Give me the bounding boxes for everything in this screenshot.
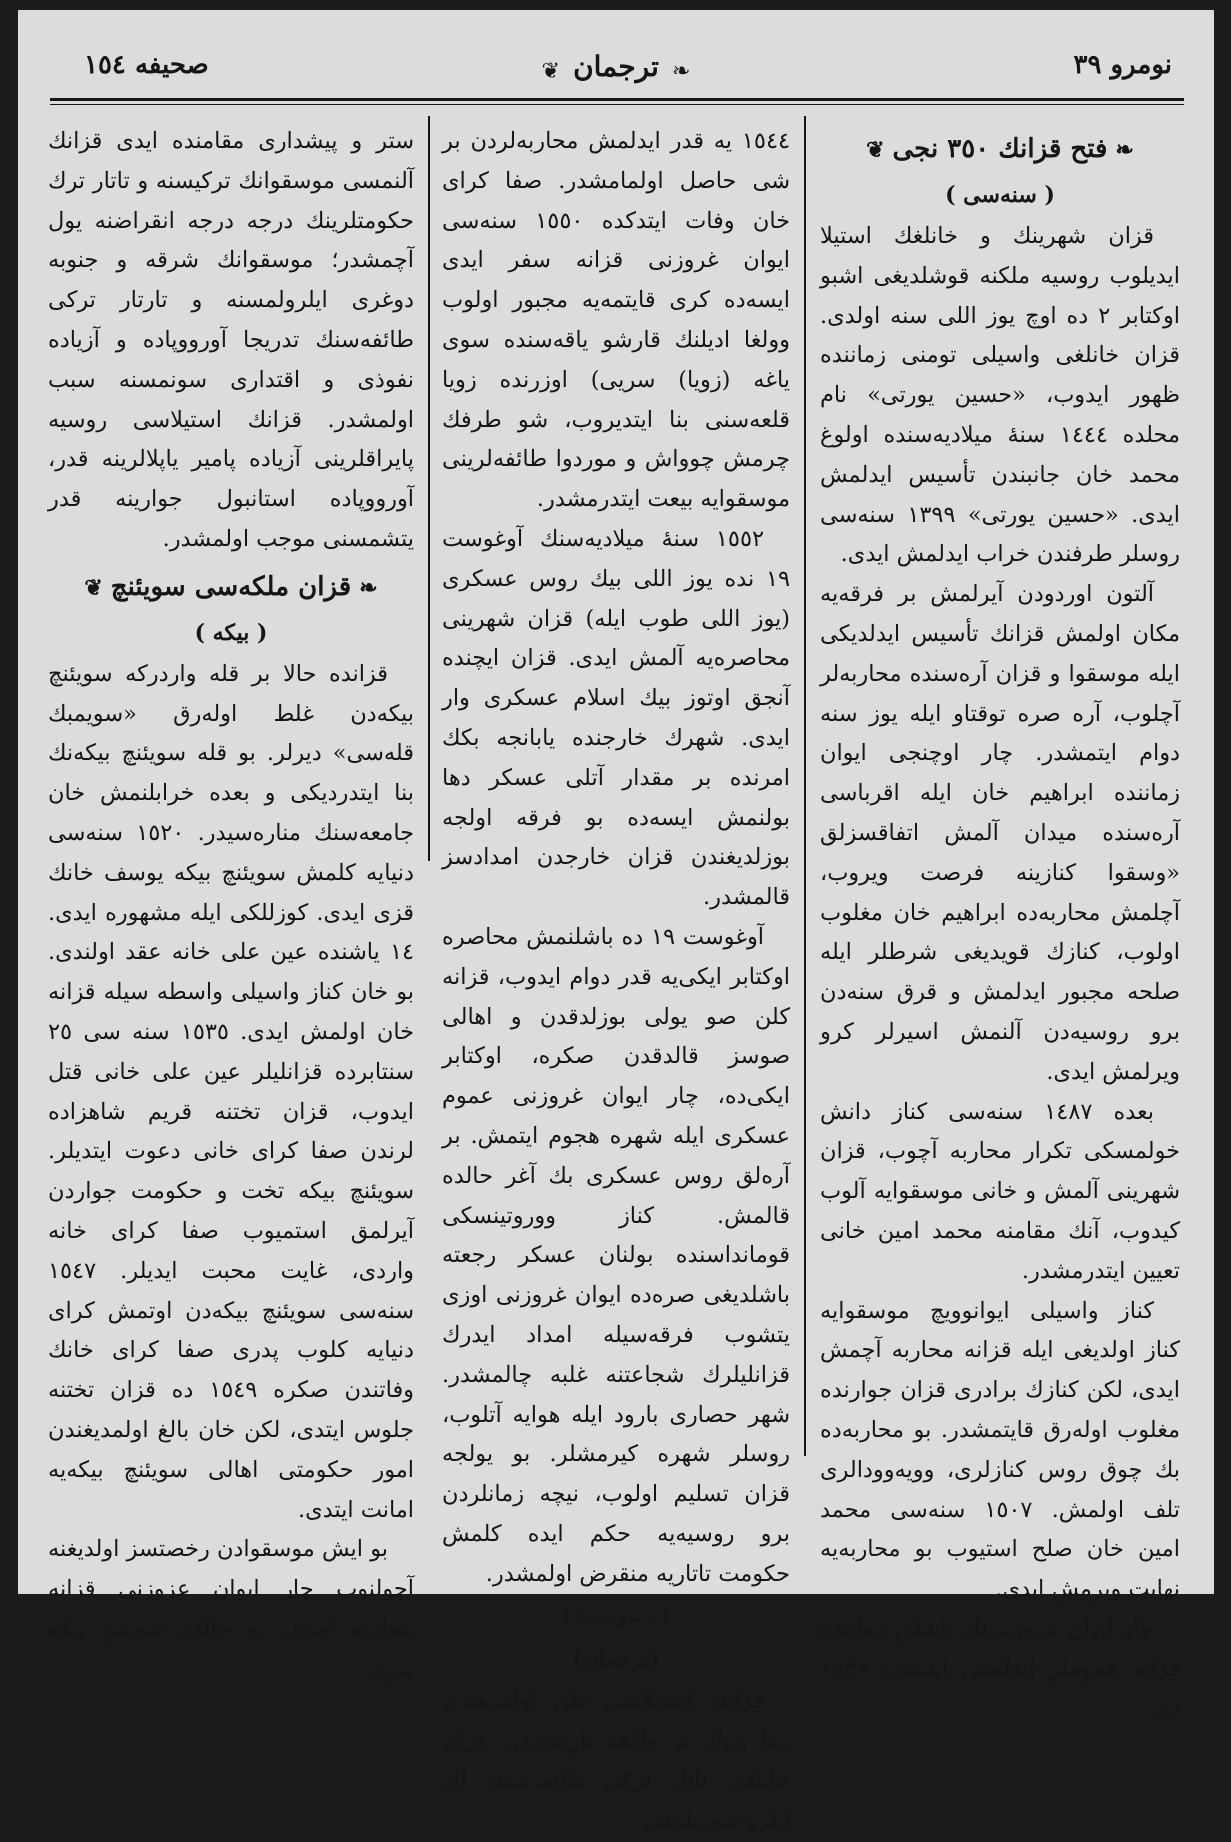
paragraph: آلتون اوردودن آيرلمش بر فرقه‌يه مكان اولمش قزانك تأسيس ايدلديكى ايله موسقوا و قزان آره‌سنده محاربه‌لر آچلوب، آره صره توقتاو ايله يوز سنه دوام ايتمشدر. چار اوچنجى ايوان زماننده ابراهيم خان ايله اقرباسى آره‌سنده ميدان آلمش اتفاقسزلق «وسقوا كنازينه فرصت ويروب، آچلمش محاربه‌ده ابراهيم خان مغلوب اولوب، كنازك قويديغى شرطلر ايله صلحه مجبور ايدلمش و قرق سنه‌دن برو روسيه‌دن آلنمش اسيرلر كرو ويرلمش ايدى.	[820, 581, 1180, 1085]
paragraph: كناز واسيلى ايوانوويچ موسقوايه كناز اولديغى ايله قزانه محاربه آچمش ايدى، لكن كنازك برادرى قزان جوارنده مغلوب اوله‌رق قايتمشدر. بو محاربه‌ده بك چوق روس كنازلرى، وويه‌وودالرى تلف اولمش. ١٥٠٧ سنه‌سى محمد امين خان صلح استيوب بو محاربه‌يه نهايت ويرمش ايدى.	[820, 1297, 1180, 1603]
ornament-icon: ❧	[359, 574, 378, 601]
column-divider	[428, 116, 430, 861]
issue-number: نومرو ٣٩	[1073, 50, 1172, 80]
article-heading: ❧قزان ملكه‌سى سويئنچ❦	[48, 564, 414, 611]
paragraph: آوغوست ١٩ ده باشلنمش محاصره اوكتابر ايكى‌يه قدر دوام ايدوب، قزانه كلن صو يولى بوزلدقدن و اهالى صوسز قالدقدن صكره، اوكتابر ايكى‌ده، چار ايوان غروزنى عموم عسكرى ايله شهره هجوم ايتمش. بر آره‌لق روس عسكرى بك آغر حالده قالمش. كناز ووروتينسكى قوماندا‌سنده بولنان عسكر رجعته باشلديغى صره‌ده ايوان غروزنى اوزى يتشوب فرقه‌سيله امداد ايدرك قزانليلرك شجاعتنه غلبه چالمشدر. شهر حصارى بارود ايله هوايه آتلوب، روسلر شهره كيرمشلر. بو يولجه قزان تسليم اولوب، نيچه زمانلردن برو روسيه‌يه حكم ايده كلمش حكومت تاتاريه منقرض اولمشدر.	[442, 923, 790, 1587]
header-rule	[50, 98, 1184, 101]
ornament-icon: ❦	[84, 574, 103, 601]
ornament-icon: ❦	[541, 59, 560, 84]
article-heading: ❧فتح قزانك ٣٥٠ نجى❦	[820, 126, 1180, 173]
source-credit: («سووت»)	[563, 1603, 669, 1629]
page-header	[18, 10, 1214, 100]
ornament-icon: ❧	[1115, 137, 1134, 163]
newspaper-page	[18, 10, 1214, 1834]
paragraph: قزانك استيلاسى ظن اولنديغندن دها بيوك بر واقعهٔ تاريخيه‌در. قزان خانلغى تاتار تركى طائفه‌سنك اك ايلرو سوريلمش	[442, 1688, 790, 1834]
article-column-left	[48, 122, 414, 1682]
article-subheading: ( بيكه )	[194, 619, 268, 646]
page-number: صحيفه ١٥٤	[84, 50, 209, 80]
paragraph: بو ايش موسقوادن رخصتسز اولديغنه آچولنوب چار ايوان عزوزنى قزانه محاربه آچدى. بو حالده سويئنچ بيكه پدرى	[48, 1536, 414, 1682]
header-rule-thin	[50, 104, 1184, 105]
ornament-icon: ❦	[866, 137, 885, 163]
paragraph: چار ايوان غروزنى‌نك ياشلق زماننده قزانه هجوملر ايدلمش ايسه‌ده ١٥٣٧ دن	[820, 1615, 1180, 1722]
article-subheading: ( سنه‌سى )	[945, 182, 1055, 208]
ornament-icon: ❧	[672, 59, 691, 84]
paragraph: ١٥٤٤ يه قدر ايدلمش محاربه‌لردن بر شى حاصل اولمامشدر. صفا كراى خان وفات ايتدكده ١٥٥٠ سنه‌سى ايوان غروزنى قزانه سفر ايدى ايسه‌ده كرى قايتمه‌يه مجبور اولوب وولغا اديلنك قارشو ياقه‌سنده سوى ياغه (زويا) سريى) اوزرنده زويا قلعه‌سنى بنا ايتديروب، شو طرفك چرمش چوواش و موردوا طائفه‌لرينى موسقوايه بيعت ايتدرمشدر.	[442, 128, 790, 513]
article-column-right	[820, 122, 1180, 1722]
paragraph: قزانده حالا بر قله واردركه سويئنچ بيكه‌دن غلط اوله‌رق «سويمبك قله‌سى» ديرلر. بو قله سويئنچ بيكه‌نك بنا ايتدرديكى و بعده خرابلنمش خان جامعه‌سنك مناره‌سيدر. ١٥٢٠ سنه‌سى دنيايه كلمش سويئنچ بيكه يوسف خانك قزى ايدى. كوزللكى ايله مشهوره ايدى. ١٤ ياشنده عين على خانه عقد اولندى. بو خان كناز واسيلى واسطه سيله قزانه خان اولمش ايدى. ١٥٣٥ سنه سى ٢٥ سنتابرده قزانليلر عين على خانى قتل ايدوب، قزان تختنه قريم شاهزاده لرندن صفا كراى خانى دعوت ايتديلر. سويئنچ بيكه تخت و حكومت جواردن آيرلمق استميوب صفا كراى خانه واردى، غايت محبت ايديلر. ١٥٤٧ سنه‌سى سويئنچ بيكه‌دن اوتمش كراى دنيايه كلوب پدرى صفا كراى خانك وفاتندن صكره ١٥٤٩ ده قزان تختنه جلوس ايتدى، لكن خان بالغ اولمديغندن امور حكومتى اهالى سويئنچ بيكه‌يه امانت ايتدى.	[48, 660, 414, 1523]
paragraph: ستر و پيشدارى مقامنده ايدى قزانك آلنمسى موسقوانك تركيسنه و تاتار ترك حكومتلرينك درجه درجه انقراضنه يول آچمشدر؛ موسقوانك شرقه و جنوبه دوغرى ايلرولمسنه و تارتار تركى طائفه‌سنك تدريجا آورووپاده و آزياده نفوذى و اقتدارى سونمسنه سبب اولمشدر. قزانك استيلاسى روسيه پايراقلرينى آزياده پامير ياپلالرينه قدر، آورووپاده استانبول جوارينه قدر يتشمسنى موجب اولمشدر.	[48, 128, 414, 552]
article-column-middle	[442, 122, 790, 1834]
paragraph: ١٥٥٢ سنهٔ ميلاديه‌سنك آوغوست ١٩ نده يوز اللى بيك روس عسكرى (يوز اللى طوب ايله) قزان شهرينى محاصره‌يه آلمش ايدى. قزان ايچنده آنجق اوتوز بيك اسلام عسكرى وار ايدى. شهرك خارجنده يابانجه بكك امرنده بر مقدار آتلى عسكر دها بولنمش ايسه‌ده بو فرقه اولجه بوزلديغندن قزان خارجدن امدادسز قالمشدر.	[442, 525, 790, 911]
paragraph: قزان شهرينك و خانلغك استيلا ايديلوب روسيه ملكنه قوشلديغى اشبو اوكتابر ٢ ده اوچ يوز اللى سنه اولدى. قزان خانلغى واسيلى تومنى زماننده ظهور ايدوب، «حسين يورتى» نام محلده ١٤٤٤ سنهٔ ميلاديه‌سنده اولوغ محمد خان جانبندن تأسيس ايدلمش ايدى. «حسين يورتى» ١٣٩٩ سنه‌سى روسلر طرفندن خراب ايدلمش ايدى.	[820, 223, 1180, 568]
translator-credit: (ترجمان)	[573, 1647, 659, 1673]
newspaper-title: ترجمان	[573, 50, 659, 83]
paragraph: بعده ١٤٨٧ سنه‌سى كناز دانش خولمسكى تكرار محاربه آچوب، قزان شهرينى آلمش و خانى موسقوايه آلوب كيدوب، آنك مقامنه محمد امين خانى تعيين ايتدرمشدر.	[820, 1098, 1180, 1284]
column-divider	[804, 116, 806, 1456]
